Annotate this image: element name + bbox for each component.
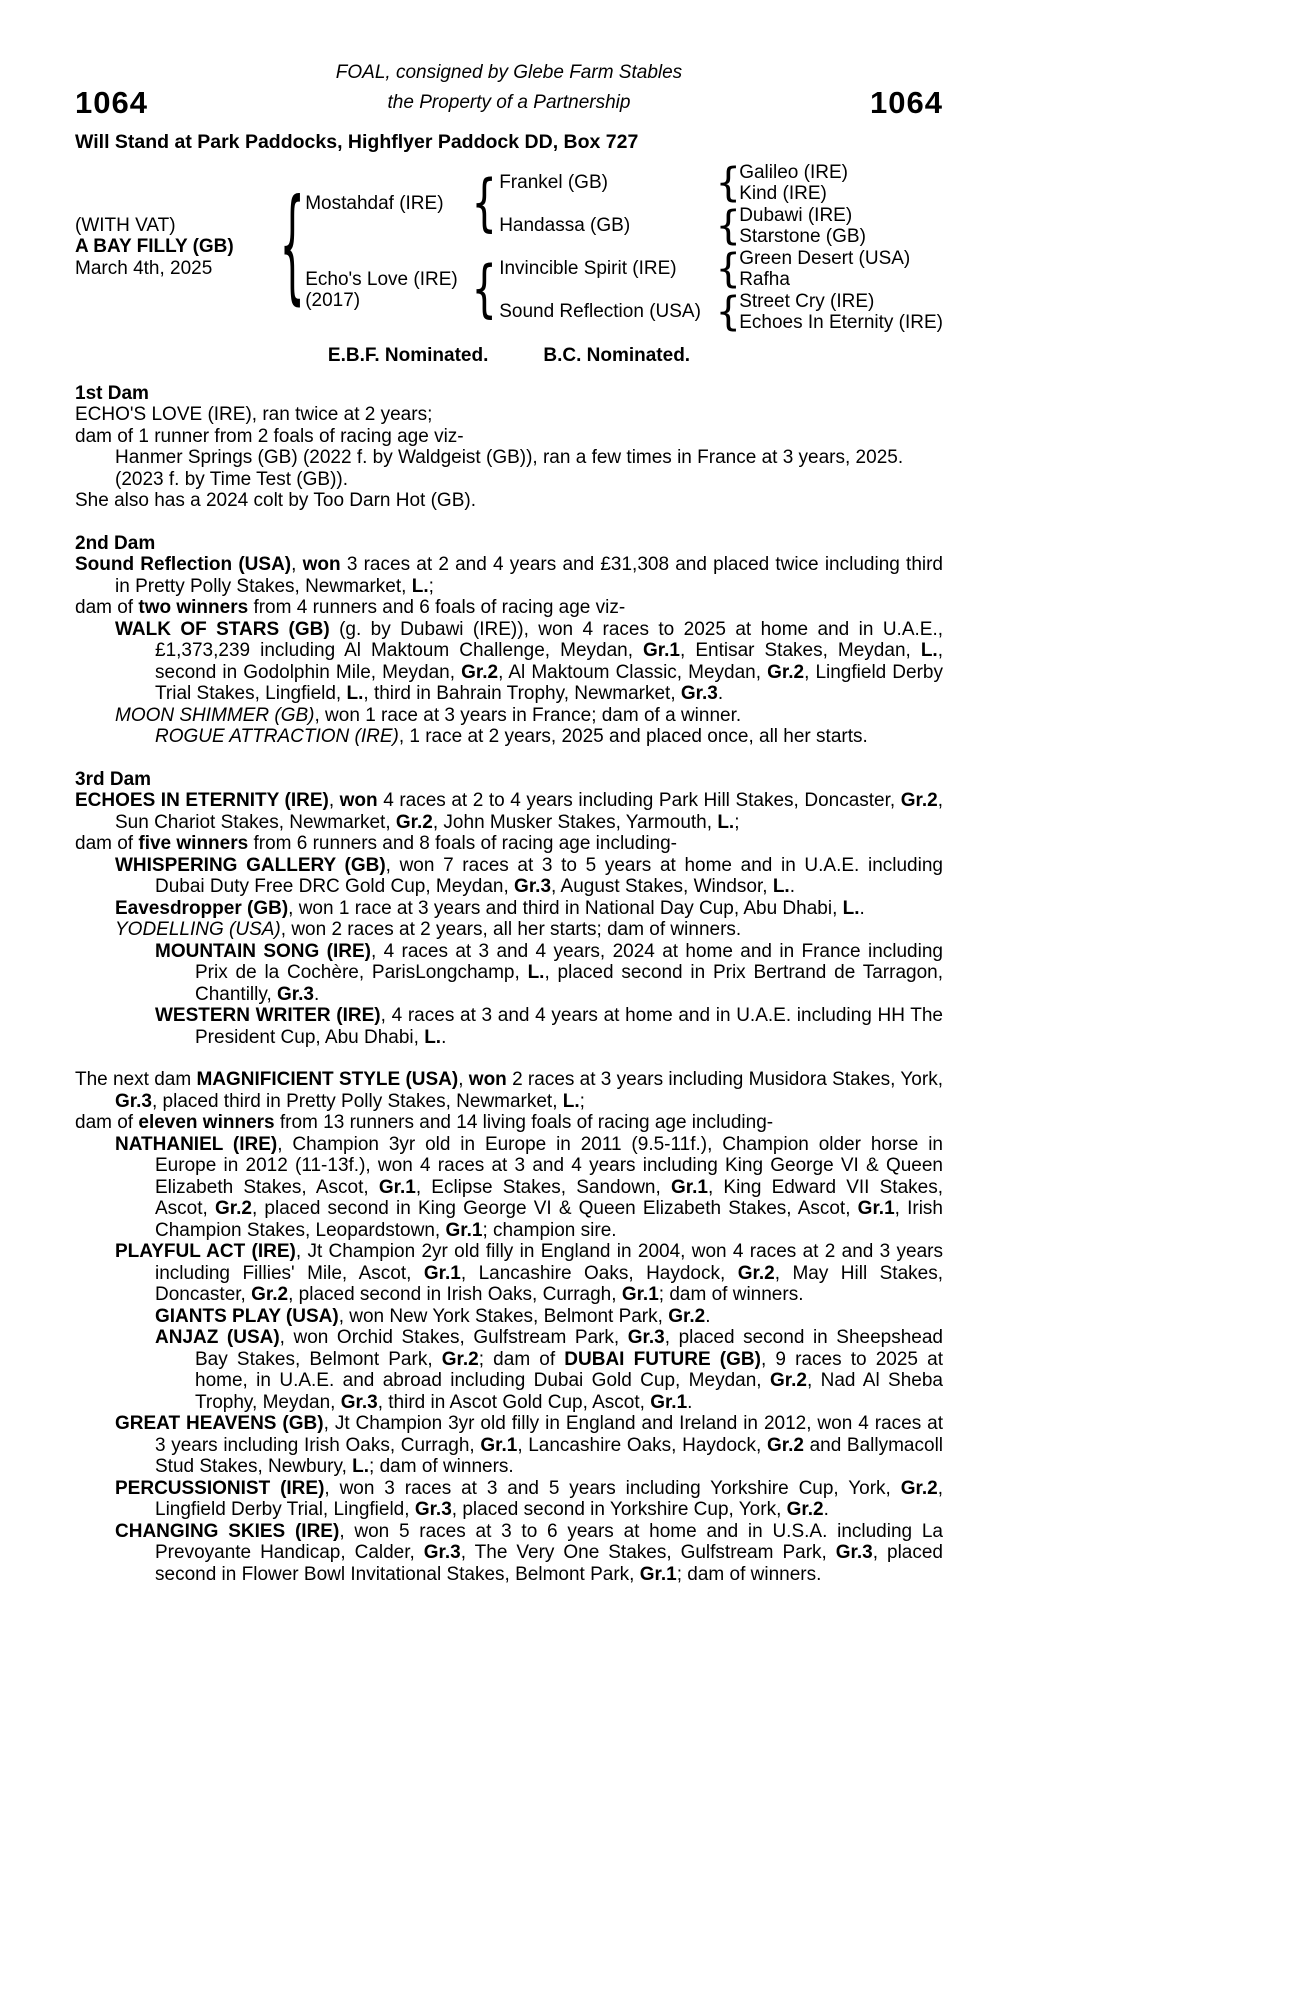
text-run: , won 5 races at 3 to 6 years at home and in U.S.A. including La Prevoyante Handicap, Calder, (155, 1520, 943, 1563)
text-run: , Jt Champion 3yr old filly in England and Ireland in 2012, won 4 races at 3 years including Irish Oaks, Curragh, (155, 1413, 943, 1456)
great-grandsire-2: Dubawi (IRE) (739, 204, 853, 226)
text-run: Gr.3 (514, 876, 552, 897)
lot-number-left: 1064 (75, 84, 148, 120)
text-run: Gr.3 (680, 683, 718, 704)
text-run: , 4 races at 3 and 4 years, 2024 at home and in France including Prix de la Cochère, ParisLongchamp, (195, 940, 943, 983)
pedigree-table (75, 161, 943, 333)
pedigree-entry (75, 833, 943, 855)
text-run: Gr.2 (786, 1499, 824, 1520)
text-run: (g. by Dubawi (IRE)), won 4 races to 2025 at home and in U.A.E., £1,373,239 including Al Maktoum Challenge, Meydan, (155, 618, 943, 661)
text-run: ; dam of (478, 1348, 565, 1370)
text-run: ; dam of winners. (676, 1563, 822, 1585)
text-run: Gr.2 (900, 790, 938, 811)
text-run: L. (352, 1456, 370, 1477)
text-run: Eavesdropper (GB) (115, 897, 289, 919)
pedigree-entry (75, 726, 943, 748)
text-run: L. (717, 811, 735, 833)
pedigree-entry (75, 447, 943, 469)
text-run: , won 1 race at 3 years and third in National Day Cup, Abu Dhabi, (288, 897, 843, 919)
text-run: , Champion 3yr old in Europe in 2011 (9.5-11f.), Champion older horse in Europe in 2012 (11-13f.), won 4 races at 3 and 4 years including King George VI & Queen Elizabeth Stakes, Ascot, (155, 1133, 944, 1198)
sire-sire-name: Frankel (GB) (499, 171, 608, 193)
text-run: L. (411, 575, 429, 597)
dam-section (75, 533, 943, 748)
brace-icon: { (715, 202, 741, 249)
text-run: L. (842, 897, 860, 919)
text-run: , won 3 races at 3 and 5 years including Yorkshire Cup, York, (324, 1477, 901, 1499)
pedigree-entry (75, 1521, 943, 1586)
text-run: two winners (138, 597, 249, 618)
foal-date: March 4th, 2025 (75, 257, 213, 279)
consignment-line: FOAL, consigned by Glebe Farm Stables (335, 62, 683, 83)
text-run: , placed second in Irish Oaks, Curragh, (288, 1284, 622, 1305)
dam-name: Echo's Love (IRE) (305, 268, 458, 290)
nominations-row (75, 345, 943, 367)
lot-row (75, 86, 943, 120)
sire-sire-parents (739, 162, 943, 204)
text-run: ; (428, 575, 434, 597)
text-run: won (339, 790, 378, 811)
text-run: GREAT HEAVENS (GB) (115, 1413, 324, 1434)
text-run: , third in Ascot Gold Cup, Ascot, (377, 1391, 651, 1413)
lot-number-right: 1064 (870, 84, 943, 120)
text-run: . (789, 876, 795, 897)
text-run: Gr.3 (627, 1327, 665, 1348)
text-run: Gr.2 (461, 661, 499, 683)
text-run: 3 races at 2 and 4 years and £31,308 and placed twice including third in Pretty Polly Stakes, Newmarket, (115, 554, 943, 597)
text-run: , May Hill Stakes, Doncaster, (155, 1262, 944, 1305)
text-run: ROGUE ATTRACTION (IRE) (155, 726, 399, 747)
text-run: Gr.1 (423, 1262, 461, 1284)
stand-line: Will Stand at Park Paddocks, Highflyer Paddock DD, Box 727 (75, 130, 639, 153)
pedigree-entry (75, 1005, 943, 1048)
dam-section (75, 1069, 943, 1585)
pedigree-entry (75, 469, 943, 491)
text-run: , John Musker Stakes, Yarmouth, (432, 811, 718, 833)
dam-section (75, 769, 943, 1049)
dam-dam-name: Sound Reflection (USA) (499, 300, 701, 322)
text-run: Gr.3 (115, 1090, 152, 1112)
text-run: , second in Godolphin Mile, Meydan, (155, 640, 943, 683)
text-run: , August Stakes, Windsor, (551, 876, 773, 897)
pedigree-entry (75, 705, 943, 727)
text-run: 4 races at 2 to 4 years including Park Hill Stakes, Doncaster, (377, 790, 901, 811)
text-run: Gr.1 (650, 1391, 688, 1413)
text-run: L. (772, 876, 790, 897)
pedigree-entry (75, 898, 943, 920)
text-run: five winners (138, 833, 249, 854)
text-run: ; champion sire. (482, 1219, 617, 1241)
pedigree-entry (75, 919, 943, 941)
text-run: from 6 runners and 8 foals of racing age including- (248, 833, 678, 854)
text-run: WALK OF STARS (GB) (115, 618, 330, 640)
dam-sire-name: Invincible Spirit (IRE) (499, 257, 677, 279)
text-run: , Al Maktoum Classic, Meydan, (498, 661, 768, 683)
text-run: dam of (75, 597, 139, 618)
dam-brace (471, 254, 497, 326)
text-run: Gr.1 (621, 1284, 659, 1305)
dam-dam-parents (739, 291, 943, 333)
pedigree-entry (75, 1327, 943, 1413)
text-run: . (717, 683, 724, 704)
pedigree-entry (75, 490, 943, 512)
great-granddam-3: Rafha (739, 268, 790, 290)
text-run: ECHOES IN ETERNITY (IRE) (75, 790, 329, 811)
text-run: . (441, 1026, 447, 1048)
great-granddam-4: Echoes In Eternity (IRE) (739, 311, 943, 333)
sire-name: Mostahdaf (IRE) (305, 193, 444, 215)
text-run: MOUNTAIN SONG (IRE) (155, 940, 371, 962)
text-run: from 4 runners and 6 foals of racing age viz- (248, 597, 626, 618)
pedigree-entry (75, 941, 943, 1006)
text-run: NATHANIEL (IRE) (115, 1133, 278, 1155)
text-run: Gr.3 (340, 1391, 378, 1413)
text-run: , Irish Champion Stakes, Leopardstown, (155, 1198, 943, 1241)
dam-half (303, 247, 943, 333)
text-run: . (687, 1391, 693, 1413)
text-run: , Sun Chariot Stakes, Newmarket, (115, 790, 944, 833)
text-run: eleven winners (138, 1112, 275, 1133)
dam-sire-brace (715, 245, 741, 292)
text-run: Gr.3 (835, 1542, 873, 1563)
pedigree-entry (75, 1134, 943, 1242)
text-run: Hanmer Springs (GB) (2022 f. by Waldgeist (GB)), ran a few times in France at 3 years, 2025. (115, 447, 904, 468)
dam-heading: 2nd Dam (75, 532, 156, 554)
sire-parents (495, 161, 943, 247)
great-granddam-2: Starstone (GB) (739, 225, 866, 247)
text-run: L. (424, 1026, 442, 1048)
text-run: Gr.1 (670, 1176, 708, 1198)
text-run: MAGNIFICIENT STYLE (USA) (196, 1069, 459, 1090)
vat-note: (WITH VAT) (75, 214, 176, 236)
text-run: , won Orchid Stakes, Gulfstream Park, (279, 1327, 628, 1348)
sire-sire-row (495, 161, 943, 204)
text-run: Gr.1 (643, 640, 681, 661)
great-grandsire-1: Galileo (IRE) (739, 161, 848, 183)
text-run: Gr.1 (378, 1176, 416, 1198)
text-run: GIANTS PLAY (USA) (155, 1305, 339, 1327)
text-run: Sound Reflection (USA) (75, 554, 292, 575)
text-run: , placed second in Sheepshead Bay Stakes, Belmont Park, (195, 1327, 944, 1370)
text-run: PLAYFUL ACT (IRE) (115, 1241, 296, 1262)
text-run: . (705, 1305, 711, 1327)
dam-dam-row (495, 290, 943, 333)
text-run: , Nad Al Sheba Trophy, Meydan, (195, 1370, 943, 1413)
sire-dam-name: Handassa (GB) (499, 214, 631, 236)
brace-icon: { (715, 159, 741, 206)
text-run: , placed second in King George VI & Queen Elizabeth Stakes, Ascot, (251, 1198, 858, 1219)
text-run: dam of (75, 833, 139, 854)
text-run: Gr.2 (767, 661, 805, 683)
subject-block (75, 215, 281, 280)
text-run: MOON SHIMMER (GB) (115, 704, 315, 726)
text-run: , King Edward VII Stakes, Ascot, (155, 1176, 943, 1219)
text-run: , placed third in Pretty Polly Stakes, Newmarket, (151, 1090, 563, 1112)
brace-icon: { (471, 254, 497, 326)
text-run: , placed second in Flower Bowl Invitational Stakes, Belmont Park, (155, 1542, 944, 1585)
pedigree-entry (75, 1112, 943, 1134)
text-run: Gr.2 (737, 1262, 775, 1284)
great-grandsire-3: Green Desert (USA) (739, 247, 911, 269)
pedigree-entry (75, 1413, 943, 1478)
text-run: , Lingfield Derby Trial, Lingfield, (155, 1477, 943, 1520)
text-run: Gr.1 (480, 1434, 518, 1456)
text-run: ; (734, 811, 740, 833)
pedigree-generations (303, 161, 943, 333)
text-run: Gr.1 (639, 1563, 677, 1585)
text-run: . (314, 983, 320, 1005)
sire-dam-parents (739, 205, 943, 247)
text-run: , Lingfield Derby Trial Stakes, Lingfield, (155, 661, 943, 704)
text-run: , placed second in Yorkshire Cup, York, (451, 1499, 787, 1520)
text-run: Gr.2 (251, 1284, 289, 1305)
pedigree-entry (75, 1478, 943, 1521)
dam-section (75, 383, 943, 512)
text-run: L. (346, 683, 364, 704)
text-run: , won 7 races at 3 to 5 years at home and in U.A.E. including Dubai Duty Free DRC Gold Cup, Meydan, (155, 854, 943, 897)
text-run: , 1 race at 2 years, 2025 and placed once, all her starts. (398, 726, 868, 747)
dam-parents (495, 247, 943, 333)
pedigree-entry (75, 790, 943, 833)
text-run: PERCUSSIONIST (IRE) (115, 1477, 325, 1499)
brace-icon: { (471, 168, 497, 240)
text-run: Gr.2 (441, 1348, 479, 1370)
text-run: ECHO'S LOVE (IRE), ran twice at 2 years; (75, 404, 433, 425)
pedigree-entry (75, 554, 943, 597)
text-run: L. (527, 962, 545, 983)
page-content (75, 62, 943, 1585)
brace-icon: { (715, 245, 741, 292)
pedigree-entry (75, 1069, 943, 1112)
text-run: , won 1 race at 3 years in France; dam of a winner. (314, 704, 742, 726)
pedigree-entry (75, 1241, 943, 1306)
great-grandsire-4: Street Cry (IRE) (739, 290, 875, 312)
text-run: Gr.2 (769, 1370, 807, 1391)
text-run: , 4 races at 3 and 4 years at home and in U.A.E. including HH The President Cup, Abu Dhabi, (195, 1005, 943, 1048)
text-run: Gr.2 (668, 1305, 706, 1327)
dam-heading: 3rd Dam (75, 768, 152, 790)
text-run: . (823, 1499, 829, 1520)
pedigree-entry (75, 619, 943, 705)
text-run: DUBAI FUTURE (GB) (564, 1348, 761, 1370)
text-run: (2023 f. by Time Test (GB)). (115, 468, 349, 490)
subject-name: A BAY FILLY (GB) (75, 236, 234, 258)
dam-heading: 1st Dam (75, 382, 149, 404)
text-run: won (468, 1069, 507, 1090)
pedigree-brace-main (279, 175, 305, 319)
text-run: Gr.3 (414, 1499, 452, 1520)
dam-year: (2017) (305, 290, 361, 311)
text-run: WESTERN WRITER (IRE) (155, 1005, 381, 1026)
text-run: dam of 1 runner from 2 foals of racing age viz- (75, 425, 464, 447)
text-run: , The Very One Stakes, Gulfstream Park, (460, 1542, 836, 1563)
text-run: , Eclipse Stakes, Sandown, (415, 1176, 671, 1198)
sire-dam-row (495, 204, 943, 247)
text-run: , (328, 790, 340, 811)
sire-dam-brace (715, 202, 741, 249)
text-run: L. (920, 640, 938, 661)
dam-dam-brace (715, 288, 741, 335)
dam-sire-parents (739, 248, 943, 290)
brace-icon: { (279, 175, 305, 319)
text-run: . (859, 897, 865, 919)
text-run: , won 2 races at 2 years, all her starts; dam of winners. (280, 919, 742, 940)
text-run: Gr.1 (857, 1198, 895, 1219)
text-run: ; dam of winners. (369, 1456, 514, 1477)
pedigree-entry (75, 855, 943, 898)
pedigree-entry (75, 597, 943, 619)
text-run: , won New York Stakes, Belmont Park, (338, 1305, 669, 1327)
text-run: , third in Bahrain Trophy, Newmarket, (363, 683, 681, 704)
text-run: , Lancashire Oaks, Haydock, (460, 1262, 738, 1284)
text-run: ; dam of winners. (658, 1284, 804, 1305)
text-run: Gr.2 (214, 1198, 252, 1219)
text-run: dam of (75, 1112, 139, 1133)
text-run: won (302, 554, 341, 575)
text-run: , placed second in Prix Bertrand de Tarragon, Chantilly, (195, 962, 943, 1005)
text-run: Gr.2 (395, 811, 433, 833)
text-run: , Entisar Stakes, Meydan, (680, 640, 921, 661)
text-run: from 13 runners and 14 living foals of racing age including- (274, 1112, 774, 1133)
text-run: Gr.2 (766, 1434, 804, 1456)
text-run: , (291, 554, 303, 575)
text-run: Gr.3 (277, 983, 314, 1005)
text-run: WHISPERING GALLERY (GB) (115, 854, 386, 876)
text-run: Gr.3 (423, 1542, 461, 1563)
text-run: CHANGING SKIES (IRE) (115, 1520, 340, 1542)
ebf-nominated-label: E.B.F. Nominated. (327, 345, 489, 366)
property-line: the Property of a Partnership (387, 91, 631, 113)
bc-nominated-label: B.C. Nominated. (543, 345, 691, 366)
pedigree-entry (75, 426, 943, 448)
text-run: Gr.2 (900, 1477, 938, 1499)
text-run: , (458, 1069, 469, 1090)
text-run: , Lancashire Oaks, Haydock, (517, 1434, 767, 1456)
text-run: The next dam (75, 1069, 197, 1090)
text-run: 2 races at 3 years including Musidora Stakes, York, (506, 1069, 943, 1090)
brace-icon: { (715, 288, 741, 335)
text-run: YODELLING (USA) (115, 919, 281, 940)
pedigree-entry (75, 1306, 943, 1328)
text-run: , Jt Champion 2yr old filly in England in 2004, won 4 races at 2 and 3 years including Fillies' Mile, Ascot, (155, 1241, 944, 1284)
text-run: L. (562, 1090, 580, 1112)
text-run: Gr.1 (445, 1219, 483, 1241)
text-run: She also has a 2024 colt by Too Darn Hot (GB). (75, 490, 476, 511)
great-granddam-1: Kind (IRE) (739, 182, 827, 204)
dam-sire-row (495, 247, 943, 290)
text-run: ; (579, 1090, 585, 1112)
dam-name-block (303, 269, 473, 312)
text-run: and Ballymacoll Stud Stakes, Newbury, (155, 1434, 944, 1477)
dam-sections (75, 383, 943, 1586)
sire-brace (471, 168, 497, 240)
sire-sire-brace (715, 159, 741, 206)
sire-half (303, 161, 943, 247)
pedigree-entry (75, 404, 943, 426)
text-run: ANJAZ (USA) (155, 1327, 280, 1348)
text-run: , 9 races to 2025 at home, in U.A.E. and abroad including Dubai Gold Cup, Meydan, (195, 1348, 943, 1391)
